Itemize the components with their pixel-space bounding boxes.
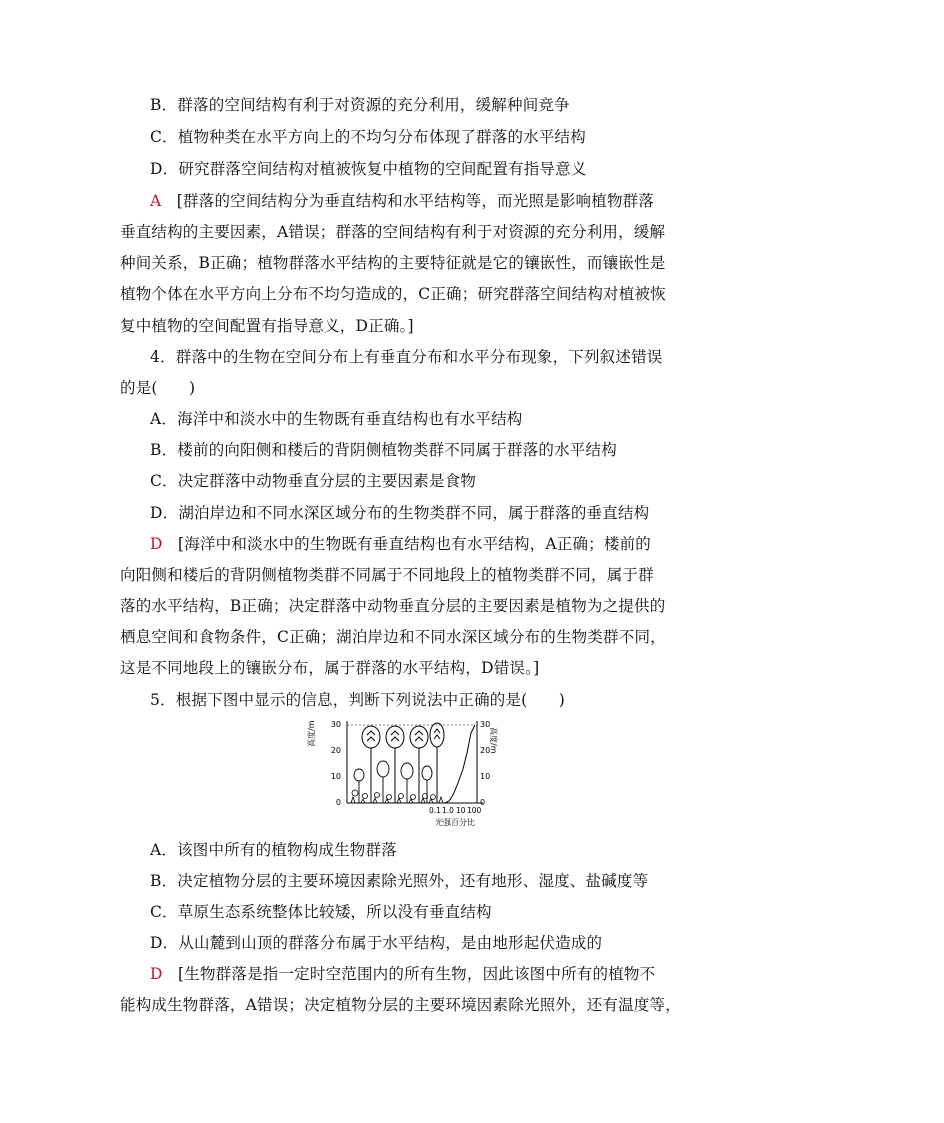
answer-3-text: [群落的空间结构分为垂直结构和水平结构等，而光照是影响植物群落 — [176, 192, 655, 210]
q3-option-b: B．群落的空间结构有利于对资源的充分利用，缓解种间竞争 — [150, 96, 570, 114]
q5-option-d: D．从山麓到山顶的群落分布属于水平结构，是由地形起伏造成的 — [150, 934, 603, 952]
question-4-line-1: 4．群落中的生物在空间分布上有垂直分布和水平分布现象，下列叙述错误 — [150, 348, 663, 366]
vegetation-light-figure — [307, 717, 498, 829]
q4-option-a: A．海洋中和淡水中的生物既有垂直结构也有水平结构 — [150, 410, 523, 428]
answer-3-line-5: 复中植物的空间配置有指导意义，D正确。] — [120, 317, 414, 335]
answer-4-line-1 — [0, 534, 944, 554]
answer-5-line-2: 能构成生物群落，A错误；决定植物分层的主要环境因素除光照外，还有温度等， — [120, 996, 681, 1014]
right-tick-30: 30 — [480, 720, 491, 729]
answer-4-line-3: 落的水平结构，B正确；决定群落中动物垂直分层的主要因素是植物为之提供的 — [120, 597, 666, 615]
q4-option-d: D．湖泊岸边和不同水深区域分布的生物类群不同，属于群落的垂直结构 — [150, 504, 650, 522]
q4-option-b: B．楼前的向阳侧和楼后的背阴侧植物类群不同属于群落的水平结构 — [150, 441, 617, 459]
question-4-line-2: 的是( ) — [120, 379, 196, 397]
right-tick-20: 20 — [480, 746, 491, 755]
herb-layer — [351, 790, 443, 803]
q3-option-d: D．研究群落空间结构对植被恢复中植物的空间配置有指导意义 — [150, 160, 587, 178]
answer-3-letter: A — [150, 192, 162, 210]
left-tick-20: 20 — [330, 746, 341, 755]
answer-4-text: [海洋中和淡水中的生物既有垂直结构也有水平结构，A正确；楼前的 — [178, 535, 651, 553]
q5-option-b: B．决定植物分层的主要环境因素除光照外，还有地形、湿度、盐碱度等 — [150, 872, 649, 890]
canopy-trees — [362, 723, 444, 803]
x-tick-1.0: 1.0 — [442, 806, 454, 815]
answer-3-line-1 — [0, 191, 944, 211]
x-tick-100: 100 — [467, 806, 482, 815]
answer-3-line-3: 种间关系，B正确；植物群落水平结构的主要特征就是它的镶嵌性，而镶嵌性是 — [120, 254, 666, 272]
light-intensity-curve — [445, 725, 475, 803]
shrub-layer — [354, 761, 432, 803]
answer-5-text: [生物群落是指一定时空范围内的所有生物，因此该图中所有的植物不 — [178, 965, 656, 983]
answer-4-line-4: 栖息空间和食物条件，C正确；湖泊岸边和不同水深区域分布的生物类群不同， — [120, 628, 666, 646]
answer-4-line-5: 这是不同地段上的镶嵌分布，属于群落的水平结构，D错误。] — [120, 659, 540, 677]
answer-3-line-4: 植物个体在水平方向上分布不均匀造成的，C正确；研究群落空间结构对植被恢 — [120, 285, 666, 303]
left-tick-10: 10 — [330, 772, 341, 781]
left-axis-label: 高度/m — [307, 720, 316, 747]
right-tick-0: 0 — [480, 798, 486, 807]
right-tick-10: 10 — [480, 772, 491, 781]
right-axis-label: 高度/m — [489, 727, 498, 754]
answer-3-line-2: 垂直结构的主要因素，A错误；群落的空间结构有利于对资源的充分利用，缓解 — [120, 223, 666, 241]
x-tick-0.1: 0.1 — [429, 806, 441, 815]
x-axis-label: 光强百分比 — [435, 818, 475, 827]
answer-4-line-2: 向阳侧和楼后的背阴侧植物类群不同属于不同地段上的植物类群不同，属于群 — [120, 566, 654, 584]
q3-option-c: C．植物种类在水平方向上的不均匀分布体现了群落的水平结构 — [150, 128, 586, 146]
x-tick-10: 10 — [456, 806, 466, 815]
q5-option-c: C．草原生态系统整体比较矮，所以没有垂直结构 — [150, 903, 492, 921]
q4-option-c: C．决定群落中动物垂直分层的主要因素是食物 — [150, 472, 477, 490]
answer-5-line-1 — [0, 964, 944, 984]
answer-5-letter: D — [150, 965, 163, 983]
answer-4-letter: D — [150, 535, 163, 553]
q5-option-a: A．该图中所有的植物构成生物群落 — [150, 841, 397, 859]
left-tick-30: 30 — [330, 720, 341, 729]
question-5: 5．根据下图中显示的信息，判断下列说法中正确的是( ) — [150, 691, 566, 709]
left-tick-0: 0 — [335, 798, 341, 807]
